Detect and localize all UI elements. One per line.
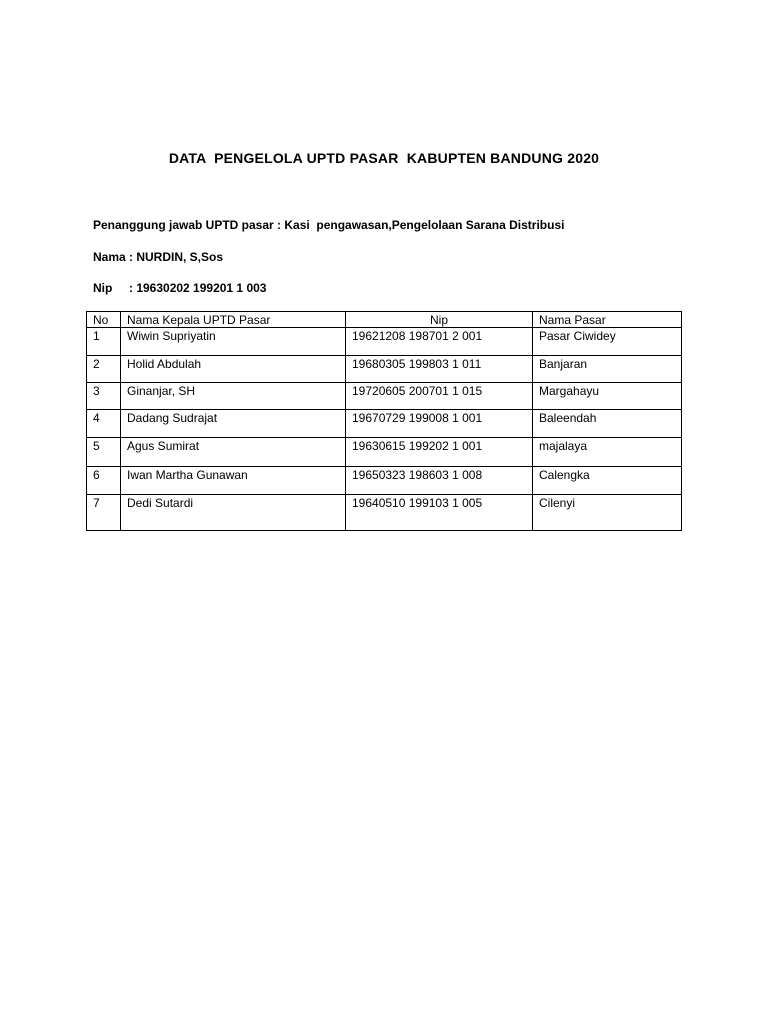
row-nip: 19630615 199202 1 001 [346,438,533,467]
row-name: Agus Sumirat [121,438,346,467]
table-row [87,383,682,410]
row-no: 3 [87,383,121,410]
row-name: Iwan Martha Gunawan [121,467,346,495]
row-market: Pasar Ciwidey [533,328,682,356]
row-nip: 19640510 199103 1 005 [346,495,533,531]
document-title: DATA PENGELOLA UPTD PASAR KABUPTEN BANDUNG 2020 [168,150,600,166]
name-line: Nama : NURDIN, S,Sos [93,250,224,264]
table-row [87,467,682,495]
table-row [87,438,682,467]
row-market: Banjaran [533,356,682,383]
row-no: 7 [87,495,121,531]
row-name: Dadang Sudrajat [121,410,346,438]
row-name: Holid Abdulah [121,356,346,383]
row-no: 5 [87,438,121,467]
row-market: Cilenyi [533,495,682,531]
header-nip: Nip [346,312,533,328]
row-nip: 19720605 200701 1 015 [346,383,533,410]
row-name: Ginanjar, SH [121,383,346,410]
table-row [87,410,682,438]
header-no: No [87,312,121,328]
header-name: Nama Kepala UPTD Pasar [121,312,346,328]
row-name: Dedi Sutardi [121,495,346,531]
row-no: 1 [87,328,121,356]
nip-line: Nip : 19630202 199201 1 003 [93,281,267,295]
row-nip: 19680305 199803 1 011 [346,356,533,383]
header-market: Nama Pasar [533,312,682,328]
row-no: 2 [87,356,121,383]
row-market: Calengka [533,467,682,495]
row-name: Wiwin Supriyatin [121,328,346,356]
responsible-line: Penanggung jawab UPTD pasar : Kasi pengawasan,Pengelolaan Sarana Distribusi [93,218,565,232]
row-market: Baleendah [533,410,682,438]
table-header-row [87,312,682,328]
uptd-table [86,311,682,531]
row-market: majalaya [533,438,682,467]
table-row [87,328,682,356]
row-no: 4 [87,410,121,438]
row-market: Margahayu [533,383,682,410]
row-nip: 19650323 198603 1 008 [346,467,533,495]
row-nip: 19621208 198701 2 001 [346,328,533,356]
table-row [87,356,682,383]
row-nip: 19670729 199008 1 001 [346,410,533,438]
table-row [87,495,682,531]
row-no: 6 [87,467,121,495]
